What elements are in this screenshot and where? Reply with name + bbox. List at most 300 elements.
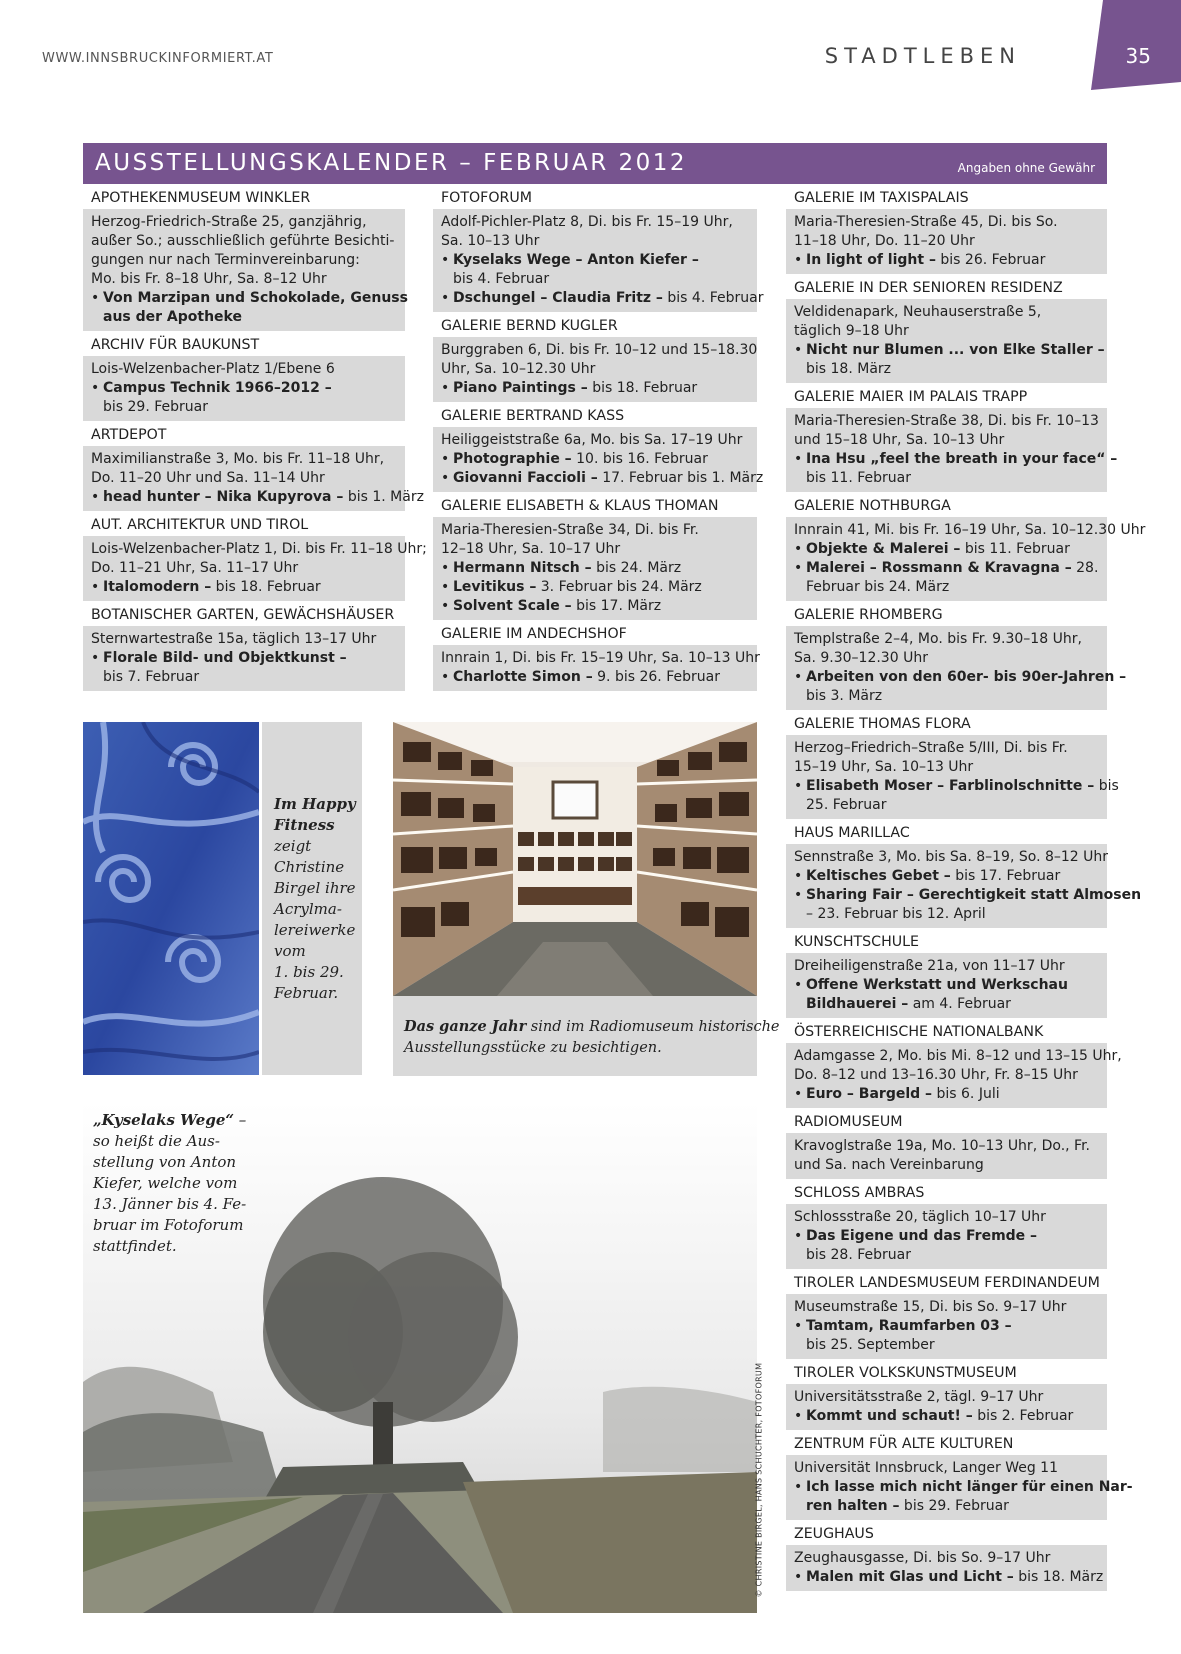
venue-info-line: Zeughausgasse, Di. bis So. 9–17 Uhr [794, 1550, 1051, 1566]
venue-details [83, 356, 405, 421]
caption-text: Acrylma- [274, 900, 342, 918]
exhibition-line [794, 1317, 1099, 1336]
caption-text: so heißt die Aus- [93, 1132, 220, 1150]
bullet-icon: • [91, 489, 100, 505]
kyselak-caption [93, 1110, 246, 1257]
venue-haus-marillac [786, 823, 1142, 928]
venue-zeughaus [786, 1524, 1107, 1591]
venue-info-line: Burggraben 6, Di. bis Fr. 10–12 und 15–18.30 [441, 342, 758, 358]
exhibition-line [441, 450, 749, 469]
venue-details [83, 209, 408, 331]
exhibition-line [91, 488, 424, 507]
exhibition-line [441, 289, 764, 308]
venue-details [786, 408, 1118, 492]
venue-info-line: Adamgasse 2, Mo. bis Mi. 8–12 und 13–15 Uhr, [794, 1048, 1122, 1064]
venue-galerie-maier-im-palais-trapp [786, 387, 1118, 492]
venue-info-line: gungen nur nach Terminvereinbarung: [91, 252, 360, 268]
caption-line [404, 1016, 780, 1038]
venue-info-line: Dreiheiligenstraße 21a, von 11–17 Uhr [794, 958, 1065, 974]
venue-name: ÖSTERREICHISCHE NATIONALBANK [794, 1024, 1044, 1040]
bullet-icon: • [441, 669, 450, 685]
happy-fitness-caption [274, 794, 356, 1004]
caption-text: Birgel ihre [274, 879, 356, 897]
exhibition-dates: bis 18. Februar [211, 579, 321, 595]
exhibition-line [794, 578, 1099, 597]
exhibition-title: ren halten – [806, 1498, 900, 1514]
venue-details [83, 626, 405, 691]
venue-details [786, 1455, 1133, 1520]
bullet-icon: • [794, 977, 803, 993]
venue-details [786, 1043, 1122, 1108]
exhibition-line [794, 1336, 1099, 1355]
venue-info-line: 15–19 Uhr, Sa. 10–13 Uhr [794, 759, 974, 775]
venue-name: BOTANISCHER GARTEN, GEWÄCHSHÄUSER [91, 607, 395, 623]
caption-text: 13. Jänner bis 4. Fe- [93, 1195, 247, 1213]
exhibition-title: Euro – Bargeld – [806, 1086, 933, 1102]
bullet-icon: • [794, 1318, 803, 1334]
bullet-icon: • [794, 252, 803, 268]
venue-info-line: Maria-Theresien-Straße 34, Di. bis Fr. [441, 522, 699, 538]
venue-galerie-bertrand-kass [433, 406, 764, 492]
disclaimer-note: Angaben ohne Gewähr [957, 161, 1095, 175]
section-title: STADTLEBEN [824, 44, 1021, 68]
exhibition-dates: bis 4. Februar [662, 290, 764, 306]
bullet-icon: • [91, 579, 100, 595]
exhibition-title: Levitikus – [453, 579, 537, 595]
exhibition-dates: bis 18. März [1013, 1569, 1104, 1585]
venue-name: AUT. ARCHITEKTUR UND TIROL [91, 517, 309, 533]
bullet-icon: • [91, 650, 100, 666]
venue-zentrum-fur-alte-kulturen [786, 1434, 1133, 1520]
exhibition-dates: bis 26. Februar [935, 252, 1046, 268]
exhibition-dates: Februar bis 24. März [806, 579, 950, 595]
venue-info-line: Maria-Theresien-Straße 45, Di. bis So. [794, 214, 1058, 230]
exhibition-line [794, 360, 1099, 379]
exhibition-line [794, 995, 1099, 1014]
bullet-icon: • [441, 579, 450, 595]
bullet-icon: • [91, 380, 100, 396]
exhibition-title: Italomodern – [103, 579, 212, 595]
venue-details [83, 446, 424, 511]
exhibition-title: aus der Apotheke [103, 309, 242, 325]
caption-text: lereiwerke [274, 921, 356, 939]
bullet-icon: • [794, 778, 803, 794]
venue-name: FOTOFORUM [441, 190, 532, 206]
exhibition-title: Solvent Scale – [453, 598, 572, 614]
venue-radiomuseum [786, 1112, 1107, 1179]
exhibition-title: Offene Werkstatt und Werkschau [806, 977, 1068, 993]
exhibition-line [441, 578, 749, 597]
exhibition-title: Florale Bild- und Objektkunst – [103, 650, 347, 666]
exhibition-dates: bis 11. Februar [960, 541, 1070, 557]
exhibition-line [794, 886, 1142, 905]
bullet-icon: • [441, 252, 450, 268]
calendar-banner [83, 143, 1107, 184]
venue-name: TIROLER VOLKSKUNSTMUSEUM [794, 1365, 1017, 1381]
listing-column-2 [433, 188, 764, 695]
exhibition-title: Das Eigene und das Fremde – [806, 1228, 1038, 1244]
acrylic-painting-image [83, 722, 259, 1075]
exhibition-dates: bis 17. März [571, 598, 662, 614]
exhibition-title: Objekte & Malerei – [806, 541, 961, 557]
exhibition-line [794, 1085, 1099, 1104]
venue-details [786, 1204, 1107, 1269]
caption-text: bruar im Fotoforum [93, 1216, 244, 1234]
exhibition-dates: bis 7. Februar [103, 669, 200, 685]
venue-info-line: Adolf-Pichler-Platz 8, Di. bis Fr. 15–19 Uhr, [441, 214, 733, 230]
exhibition-title: Malen mit Glas und Licht – [806, 1569, 1014, 1585]
exhibition-line [794, 1227, 1099, 1246]
exhibition-dates: 17. Februar bis 1. März [597, 470, 764, 486]
exhibition-line [441, 597, 749, 616]
venue-details [786, 299, 1107, 383]
exhibition-dates: bis 3. März [806, 688, 883, 704]
caption-emphasis: „Kyselaks Wege“ [93, 1111, 234, 1129]
venue-name: HAUS MARILLAC [794, 825, 910, 841]
venue-info-line: Mo. bis Fr. 8–18 Uhr, Sa. 8–12 Uhr [91, 271, 327, 287]
exhibition-title: head hunter – Nika Kupyrova – [103, 489, 344, 505]
exhibition-line [794, 540, 1099, 559]
exhibition-dates: bis 29. Februar [899, 1498, 1009, 1514]
exhibition-dates: am 4. Februar [908, 996, 1011, 1012]
exhibition-line [794, 1407, 1099, 1426]
venue-info-line: Maximilianstraße 3, Mo. bis Fr. 11–18 Uhr, [91, 451, 385, 467]
venue-galerie-in-der-senioren-residenz [786, 278, 1107, 383]
exhibition-line [794, 1246, 1099, 1265]
bullet-icon: • [794, 1228, 803, 1244]
caption-emphasis: Im Happy [274, 795, 356, 813]
venue-name: ZEUGHAUS [794, 1526, 874, 1542]
exhibition-line [794, 469, 1099, 488]
exhibition-title: Arbeiten von den 60er- bis 90er-Jahren – [806, 669, 1127, 685]
venue-info-line: außer So.; ausschließlich geführte Besichti- [91, 233, 395, 249]
exhibition-line [794, 1568, 1104, 1587]
exhibition-line [441, 270, 749, 289]
caption-line [274, 794, 356, 815]
exhibition-dates: bis 18. Februar [587, 380, 698, 396]
venue-info-line: 11–18 Uhr, Do. 11–20 Uhr [794, 233, 975, 249]
venue-info-line: Sternwartestraße 15a, täglich 13–17 Uhr [91, 631, 377, 647]
caption-line [93, 1131, 246, 1152]
caption-text: sind im Radiomuseum historische [526, 1019, 780, 1035]
caption-text: Kiefer, welche vom [93, 1174, 238, 1192]
bullet-icon: • [91, 290, 100, 306]
exhibition-dates: bis 18. März [806, 361, 891, 377]
venue-botanischer-garten-gewachshauser [83, 605, 405, 691]
venue-details [786, 209, 1107, 274]
exhibition-line [794, 450, 1118, 469]
venue-info-line: 12–18 Uhr, Sa. 10–17 Uhr [441, 541, 621, 557]
caption-text: – [234, 1111, 247, 1129]
radiomuseum-caption [404, 1016, 780, 1059]
venue-name: GALERIE IM TAXISPALAIS [794, 190, 969, 206]
caption-text: Ausstellungsstücke zu besichtigen. [404, 1040, 662, 1056]
venue-name: KUNSCHTSCHULE [794, 934, 919, 950]
exhibition-line [441, 251, 749, 270]
exhibition-line [91, 289, 408, 308]
caption-text: zeigt [274, 837, 312, 855]
venue-info-line: täglich 9–18 Uhr [794, 323, 909, 339]
exhibition-title: Kyselaks Wege – Anton Kiefer – [453, 252, 699, 268]
bullet-icon: • [794, 1408, 803, 1424]
caption-line [274, 815, 356, 836]
exhibition-title: Dschungel – Claudia Fritz – [453, 290, 663, 306]
exhibition-dates: bis 25. September [806, 1337, 935, 1353]
exhibition-title: Ich lasse mich nicht länger für einen Nar- [806, 1479, 1133, 1495]
exhibition-dates: 28. [1071, 560, 1099, 576]
exhibition-dates: 3. Februar bis 24. März [536, 579, 702, 595]
caption-emphasis: Das ganze Jahr [404, 1018, 527, 1035]
bullet-icon: • [794, 669, 803, 685]
bullet-icon: • [794, 560, 803, 576]
caption-line [93, 1236, 246, 1257]
exhibition-line [441, 469, 764, 488]
exhibition-line [794, 559, 1099, 578]
venue-apothekenmuseum-winkler [83, 188, 408, 331]
venue-details [83, 536, 427, 601]
venue-info-line: Herzog-Friedrich-Straße 25, ganzjährig, [91, 214, 367, 230]
exhibition-line [441, 668, 749, 687]
venue-info-line: und 15–18 Uhr, Sa. 10–13 Uhr [794, 432, 1005, 448]
page-number: 35 [1125, 44, 1151, 68]
caption-text: Februar. [274, 984, 339, 1002]
venue-details [433, 209, 764, 312]
bullet-icon: • [794, 1479, 803, 1495]
bullet-icon: • [441, 560, 450, 576]
bullet-icon: • [441, 380, 450, 396]
venue-archiv-fur-baukunst [83, 335, 405, 421]
caption-line [404, 1038, 780, 1059]
venue-info-line: Kravoglstraße 19a, Mo. 10–13 Uhr, Do., Fr. [794, 1138, 1090, 1154]
venue-info-line: Universitätsstraße 2, tägl. 9–17 Uhr [794, 1389, 1044, 1405]
venue-details [786, 953, 1107, 1018]
exhibition-dates: bis 28. Februar [806, 1247, 911, 1263]
venue-details [786, 1384, 1107, 1430]
bullet-icon: • [441, 598, 450, 614]
bullet-icon: • [794, 451, 803, 467]
exhibition-dates: bis 24. März [591, 560, 682, 576]
venue-info-line: Herzog–Friedrich–Straße 5/III, Di. bis Fr. [794, 740, 1068, 756]
venue-name: GALERIE RHOMBERG [794, 607, 943, 623]
exhibition-line [794, 905, 1099, 924]
venue-kunschtschule [786, 932, 1107, 1018]
caption-emphasis: Fitness [274, 816, 335, 834]
caption-line [93, 1194, 246, 1215]
venue-name: ZENTRUM FÜR ALTE KULTUREN [794, 1436, 1014, 1452]
caption-line [274, 983, 356, 1004]
venue-details [433, 517, 757, 620]
caption-text: vom [274, 942, 306, 960]
exhibition-dates: bis 29. Februar [103, 399, 208, 415]
venue-info-line: Innrain 41, Mi. bis Fr. 16–19 Uhr, Sa. 10–12.30 Uhr [794, 522, 1146, 538]
caption-line [274, 962, 356, 983]
venue-name: GALERIE IN DER SENIOREN RESIDENZ [794, 280, 1063, 296]
caption-line [274, 836, 356, 857]
venue-name: ARCHIV FÜR BAUKUNST [91, 337, 260, 353]
caption-line [274, 941, 356, 962]
venue-info-line: Do. 8–12 und 13–16.30 Uhr, Fr. 8–15 Uhr [794, 1067, 1078, 1083]
venue-details [786, 626, 1127, 710]
venue-info-line: und Sa. nach Vereinbarung [794, 1157, 984, 1173]
venue-name: ARTDEPOT [91, 427, 167, 443]
exhibition-title: Nicht nur Blumen ... von Elke Staller – [806, 342, 1105, 358]
caption-line [93, 1173, 246, 1194]
venue-galerie-bernd-kugler [433, 316, 757, 402]
venue-details [786, 1133, 1107, 1179]
venue-details [786, 517, 1146, 601]
caption-text: stattfindet. [93, 1237, 177, 1255]
venue-info-line: Lois-Welzenbacher-Platz 1, Di. bis Fr. 11–18 Uhr; [91, 541, 427, 557]
venue-info-line: Heiliggeiststraße 6a, Mo. bis Sa. 17–19 Uhr [441, 432, 743, 448]
exhibition-line [91, 668, 397, 687]
venue-name: TIROLER LANDESMUSEUM FERDINANDEUM [794, 1275, 1100, 1291]
bullet-icon: • [441, 470, 450, 486]
radiomuseum-photo [393, 722, 757, 996]
exhibition-line [91, 308, 397, 327]
venue-name: GALERIE MAIER IM PALAIS TRAPP [794, 389, 1028, 405]
exhibition-line [794, 341, 1105, 360]
bullet-icon: • [794, 342, 803, 358]
calendar-title: AUSSTELLUNGSKALENDER – FEBRUAR 2012 [95, 150, 688, 176]
exhibition-line [91, 649, 397, 668]
photo-credit: © CHRISTINE BIRGEL, HANS SCHUCHTER, FOTOFORUM [754, 1362, 764, 1598]
venue-osterreichische-nationalbank [786, 1022, 1122, 1108]
caption-line [93, 1110, 246, 1131]
exhibition-line [441, 559, 749, 578]
exhibition-dates: – 23. Februar bis 12. April [806, 906, 986, 922]
venue-info-line: Schlossstraße 20, täglich 10–17 Uhr [794, 1209, 1046, 1225]
venue-details [433, 427, 764, 492]
bullet-icon: • [794, 1086, 803, 1102]
venue-galerie-thomas-flora [786, 714, 1119, 819]
venue-galerie-im-andechshof [433, 624, 760, 691]
venue-info-line: Do. 11–20 Uhr und Sa. 11–14 Uhr [91, 470, 325, 486]
venue-name: GALERIE ELISABETH & KLAUS THOMAN [441, 498, 719, 514]
venue-details [786, 735, 1119, 819]
venue-name: GALERIE BERTRAND KASS [441, 408, 625, 424]
venue-galerie-nothburga [786, 496, 1146, 601]
exhibition-title: Keltisches Gebet – [806, 868, 951, 884]
listing-column-3 [786, 188, 1146, 1595]
exhibition-dates: bis 4. Februar [453, 271, 550, 287]
exhibition-dates: 25. Februar [806, 797, 887, 813]
exhibition-title: Charlotte Simon – [453, 669, 593, 685]
exhibition-title: In light of light – [806, 252, 936, 268]
venue-details [433, 645, 760, 691]
exhibition-title: Photographie – [453, 451, 572, 467]
venue-fotoforum [433, 188, 764, 312]
venue-info-line: Veldidenapark, Neuhauserstraße 5, [794, 304, 1042, 320]
exhibition-title: Kommt und schaut! – [806, 1408, 973, 1424]
venue-name: GALERIE BERND KUGLER [441, 318, 618, 334]
venue-name: GALERIE THOMAS FLORA [794, 716, 971, 732]
exhibition-line [794, 1478, 1133, 1497]
venue-info-line: Museumstraße 15, Di. bis So. 9–17 Uhr [794, 1299, 1067, 1315]
bullet-icon: • [794, 887, 803, 903]
caption-line [274, 878, 356, 899]
exhibition-line [794, 668, 1127, 687]
exhibition-dates: 10. bis 16. Februar [571, 451, 708, 467]
venue-aut-architektur-und-tirol [83, 515, 427, 601]
venue-artdepot [83, 425, 424, 511]
venue-details [786, 1545, 1107, 1591]
venue-info-line: Maria-Theresien-Straße 38, Di. bis Fr. 10–13 [794, 413, 1099, 429]
venue-details [786, 844, 1142, 928]
exhibition-line [794, 1497, 1099, 1516]
exhibition-line [794, 796, 1099, 815]
caption-line [274, 857, 356, 878]
venue-tiroler-landesmuseum-ferdinandeum [786, 1273, 1107, 1359]
venue-name: GALERIE NOTHBURGA [794, 498, 951, 514]
exhibition-line [794, 687, 1099, 706]
venue-info-line: Sennstraße 3, Mo. bis Sa. 8–19, So. 8–12 Uhr [794, 849, 1109, 865]
venue-name: GALERIE IM ANDECHSHOF [441, 626, 627, 642]
exhibition-title: Bildhauerei – [806, 996, 909, 1012]
venue-details [786, 1294, 1107, 1359]
bullet-icon: • [794, 541, 803, 557]
exhibition-line [794, 867, 1099, 886]
venue-galerie-rhomberg [786, 605, 1127, 710]
venue-info-line: Sa. 9.30–12.30 Uhr [794, 650, 928, 666]
caption-text: stellung von Anton [93, 1153, 237, 1171]
venue-galerie-im-taxispalais [786, 188, 1107, 274]
venue-info-line: Templstraße 2–4, Mo. bis Fr. 9.30–18 Uhr, [794, 631, 1082, 647]
exhibition-line [794, 976, 1099, 995]
exhibition-title: Malerei – Rossmann & Kravagna – [806, 560, 1072, 576]
exhibition-dates: bis 11. Februar [806, 470, 911, 486]
bullet-icon: • [441, 451, 450, 467]
listing-column-1 [83, 188, 427, 695]
exhibition-dates: bis 17. Februar [950, 868, 1061, 884]
exhibition-title: Ina Hsu „feel the breath in your face“ – [806, 451, 1118, 467]
exhibition-line [91, 379, 397, 398]
caption-text: Christine [274, 858, 345, 876]
venue-galerie-elisabeth-klaus-thoman [433, 496, 757, 620]
exhibition-title: Hermann Nitsch – [453, 560, 592, 576]
venue-info-line: Lois-Welzenbacher-Platz 1/Ebene 6 [91, 361, 335, 377]
caption-line [274, 899, 356, 920]
website-url[interactable]: WWW.INNSBRUCKINFORMIERT.AT [42, 51, 274, 66]
exhibition-title: Von Marzipan und Schokolade, Genuss [103, 290, 408, 306]
exhibition-dates: bis 6. Juli [932, 1086, 1000, 1102]
venue-schloss-ambras [786, 1183, 1107, 1269]
exhibition-dates: bis [1094, 778, 1119, 794]
exhibition-title: Piano Paintings – [453, 380, 588, 396]
venue-info-line: Uhr, Sa. 10–12.30 Uhr [441, 361, 596, 377]
caption-line [274, 920, 356, 941]
exhibition-dates: bis 1. März [343, 489, 424, 505]
venue-details [433, 337, 757, 402]
exhibition-line [91, 578, 397, 597]
bullet-icon: • [441, 290, 450, 306]
venue-info-line: Innrain 1, Di. bis Fr. 15–19 Uhr, Sa. 10–13 Uhr [441, 650, 760, 666]
exhibition-title: Elisabeth Moser – Farblinolschnitte – [806, 778, 1095, 794]
venue-name: RADIOMUSEUM [794, 1114, 903, 1130]
exhibition-line [91, 398, 397, 417]
venue-info-line: Do. 11–21 Uhr, Sa. 11–17 Uhr [91, 560, 299, 576]
exhibition-title: Campus Technik 1966–2012 – [103, 380, 332, 396]
venue-name: SCHLOSS AMBRAS [794, 1185, 925, 1201]
caption-text: 1. bis 29. [274, 963, 344, 981]
exhibition-line [794, 777, 1119, 796]
caption-line [93, 1152, 246, 1173]
venue-tiroler-volkskunstmuseum [786, 1363, 1107, 1430]
venue-info-line: Sa. 10–13 Uhr [441, 233, 540, 249]
exhibition-line [794, 251, 1099, 270]
venue-name: APOTHEKENMUSEUM WINKLER [91, 190, 311, 206]
exhibition-line [441, 379, 749, 398]
exhibition-dates: 9. bis 26. Februar [592, 669, 720, 685]
